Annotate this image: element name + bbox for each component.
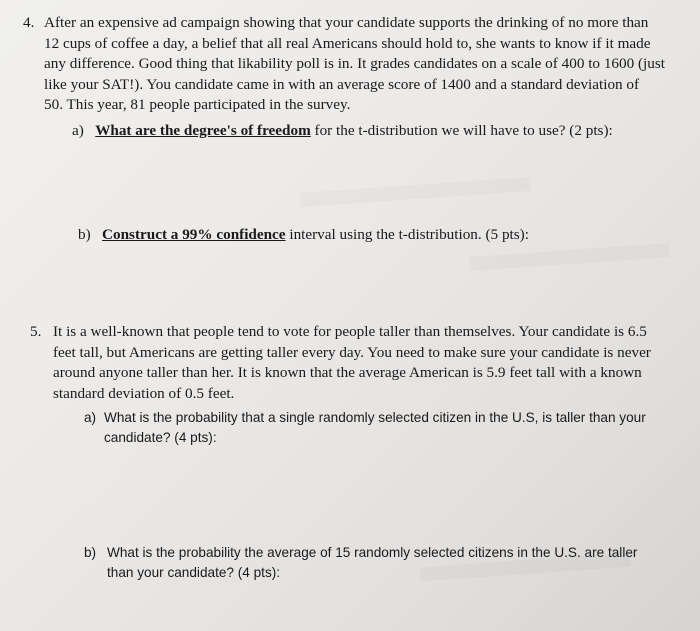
q4b-rest: interval using the t-distribution. (5 pts): — [285, 226, 529, 243]
q4a-rest: for the t-distribution we will have to use? (2 pts): — [310, 122, 613, 139]
q5a-label: a) — [84, 410, 97, 425]
q4b-prompt — [78, 225, 688, 246]
q5b-prompt — [107, 543, 692, 583]
q5a-prompt — [104, 408, 694, 448]
q5-line: around anyone taller than her. It is known that the average American is 5.9 feet tall with a known — [53, 364, 642, 381]
q4-text — [44, 13, 694, 116]
q5-line: feet tall, but Americans are getting taller every day. You need to make sure your candidate is never — [53, 343, 651, 361]
q5-line: standard deviation of 0.5 feet. — [53, 384, 235, 402]
q5b-line: than your candidate? (4 pts): — [107, 565, 281, 580]
q4-number: 4. — [23, 14, 35, 31]
q4-line: 50. This year, 81 people participated in the survey. — [44, 96, 351, 113]
q4-line: like your SAT!). You candidate came in with an average score of 1400 and a standard deviation of — [44, 75, 640, 93]
q4a-prompt — [72, 121, 692, 142]
q4b-label: b) — [78, 226, 91, 243]
q4b-emphasis: Construct a 99% confidence — [102, 226, 286, 243]
q5b-line: What is the probability the average of 15 randomly selected citizens in the U.S. are taller — [107, 545, 638, 560]
q5-number: 5. — [30, 323, 42, 340]
q5-text — [53, 322, 693, 404]
q5-line: It is a well-known that people tend to vote for people taller than themselves. Your candidate is 6.5 — [53, 323, 647, 340]
q5a-line: What is the probability that a single randomly selected citizen in the U.S, is taller than your — [104, 410, 646, 425]
q5b-label: b) — [84, 545, 97, 560]
q4-line: 12 cups of coffee a day, a belief that all real Americans should hold to, she wants to know if it made — [44, 34, 651, 52]
q4-line: any difference. Good thing that likability poll is in. It grades candidates on a scale of 400 to 1600 (just — [44, 55, 665, 72]
q4a-emphasis: What are the degree's of freedom — [95, 122, 311, 139]
q5a-line: candidate? (4 pts): — [104, 430, 217, 445]
q4a-label: a) — [72, 122, 84, 139]
q4-line: After an expensive ad campaign showing that your candidate supports the drinking of no more than — [44, 14, 649, 31]
